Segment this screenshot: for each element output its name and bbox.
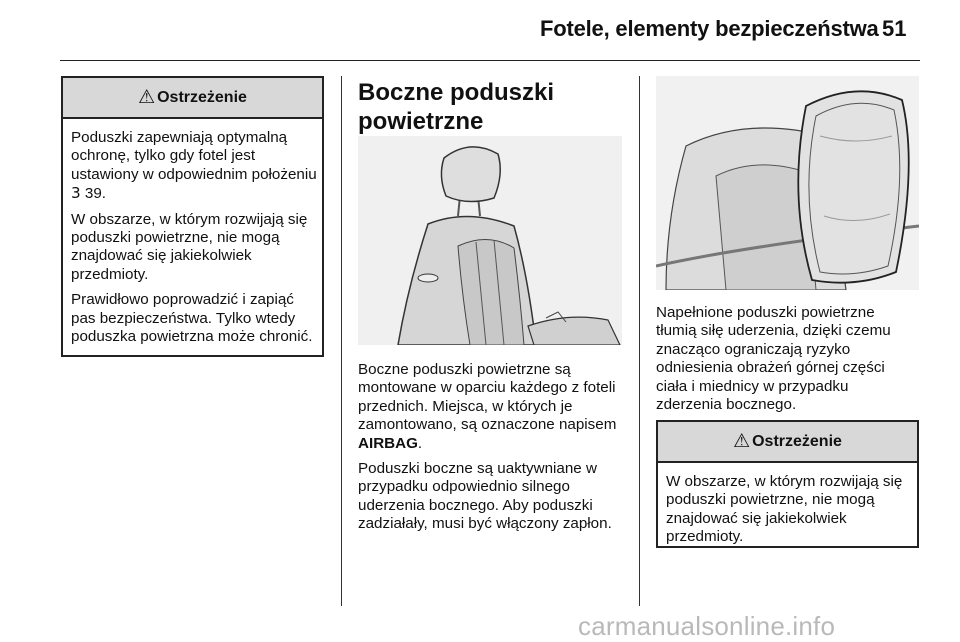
warning-box-left <box>61 76 324 357</box>
warning-header <box>658 422 917 463</box>
watermark: carmanualsonline.info <box>578 611 836 641</box>
warning-box-right <box>656 420 919 548</box>
paragraph: Poduszki boczne są uaktywniane w przypadku odpowiednio silnego uderzenia bocznego. Aby poduszki zadziałały, musi być włączony zapłon. <box>358 460 612 533</box>
page-reference: 39. <box>84 185 107 203</box>
side-airbag-text <box>358 361 633 541</box>
warning-heading: Ostrzeżenie <box>157 88 247 106</box>
inflated-airbag-text <box>656 304 918 421</box>
column-divider-right <box>639 76 640 606</box>
column-divider-left <box>341 76 342 606</box>
page-header-title: Fotele, elementy bezpieczeństwa <box>540 16 879 41</box>
warning-paragraph: W obszarze, w którym rozwijają się poduszki powietrzne, nie mogą znajdować się jakiekolwiek przedmioty. <box>666 473 903 546</box>
page-reference-arrow-icon: 3 <box>71 184 81 203</box>
warning-paragraph: W obszarze, w którym rozwijają się poduszki powietrzne, nie mogą znajdować się jakiekolwiek przedmioty. <box>71 210 308 283</box>
section-title: Boczne poduszki powietrzne <box>358 79 555 135</box>
warning-paragraph: Poduszki zapewniają optymalną ochronę, tylko gdy fotel jest ustawiony w odpowiednim położeniu 3 39. <box>71 129 317 203</box>
airbag-label: AIRBAG <box>358 434 418 452</box>
header-rule <box>60 60 920 61</box>
warning-heading: Ostrzeżenie <box>752 432 842 450</box>
airbag-deployment-illustration <box>656 76 919 290</box>
warning-header <box>63 78 322 119</box>
warning-triangle-icon: ⚠ <box>733 431 751 452</box>
warning-triangle-icon: ⚠ <box>138 87 156 108</box>
paragraph: Napełnione poduszki powietrzne tłumią siłę uderzenia, dzięki czemu znacząco ograniczają ryzyko odniesienia obrażeń górnej części ciała i miednicy w przypadku zderzenia bocznego. <box>656 304 891 414</box>
page-number: 51 <box>882 16 907 41</box>
warning-paragraph: Prawidłowo poprowadzić i zapiąć pas bezpieczeństwa. Tylko wtedy poduszka powietrzna może chronić. <box>71 291 313 346</box>
warning-body <box>63 119 322 346</box>
airbag-drawing-svg <box>656 76 919 290</box>
seat-illustration <box>358 136 622 345</box>
warning-body <box>658 463 917 547</box>
paragraph: Boczne poduszki powietrzne są montowane w oparciu każdego z foteli przednich. Miejsca, w których je zamontowano, są oznaczone napisem AIRBAG. <box>358 361 617 452</box>
seat-drawing-svg <box>358 136 622 345</box>
